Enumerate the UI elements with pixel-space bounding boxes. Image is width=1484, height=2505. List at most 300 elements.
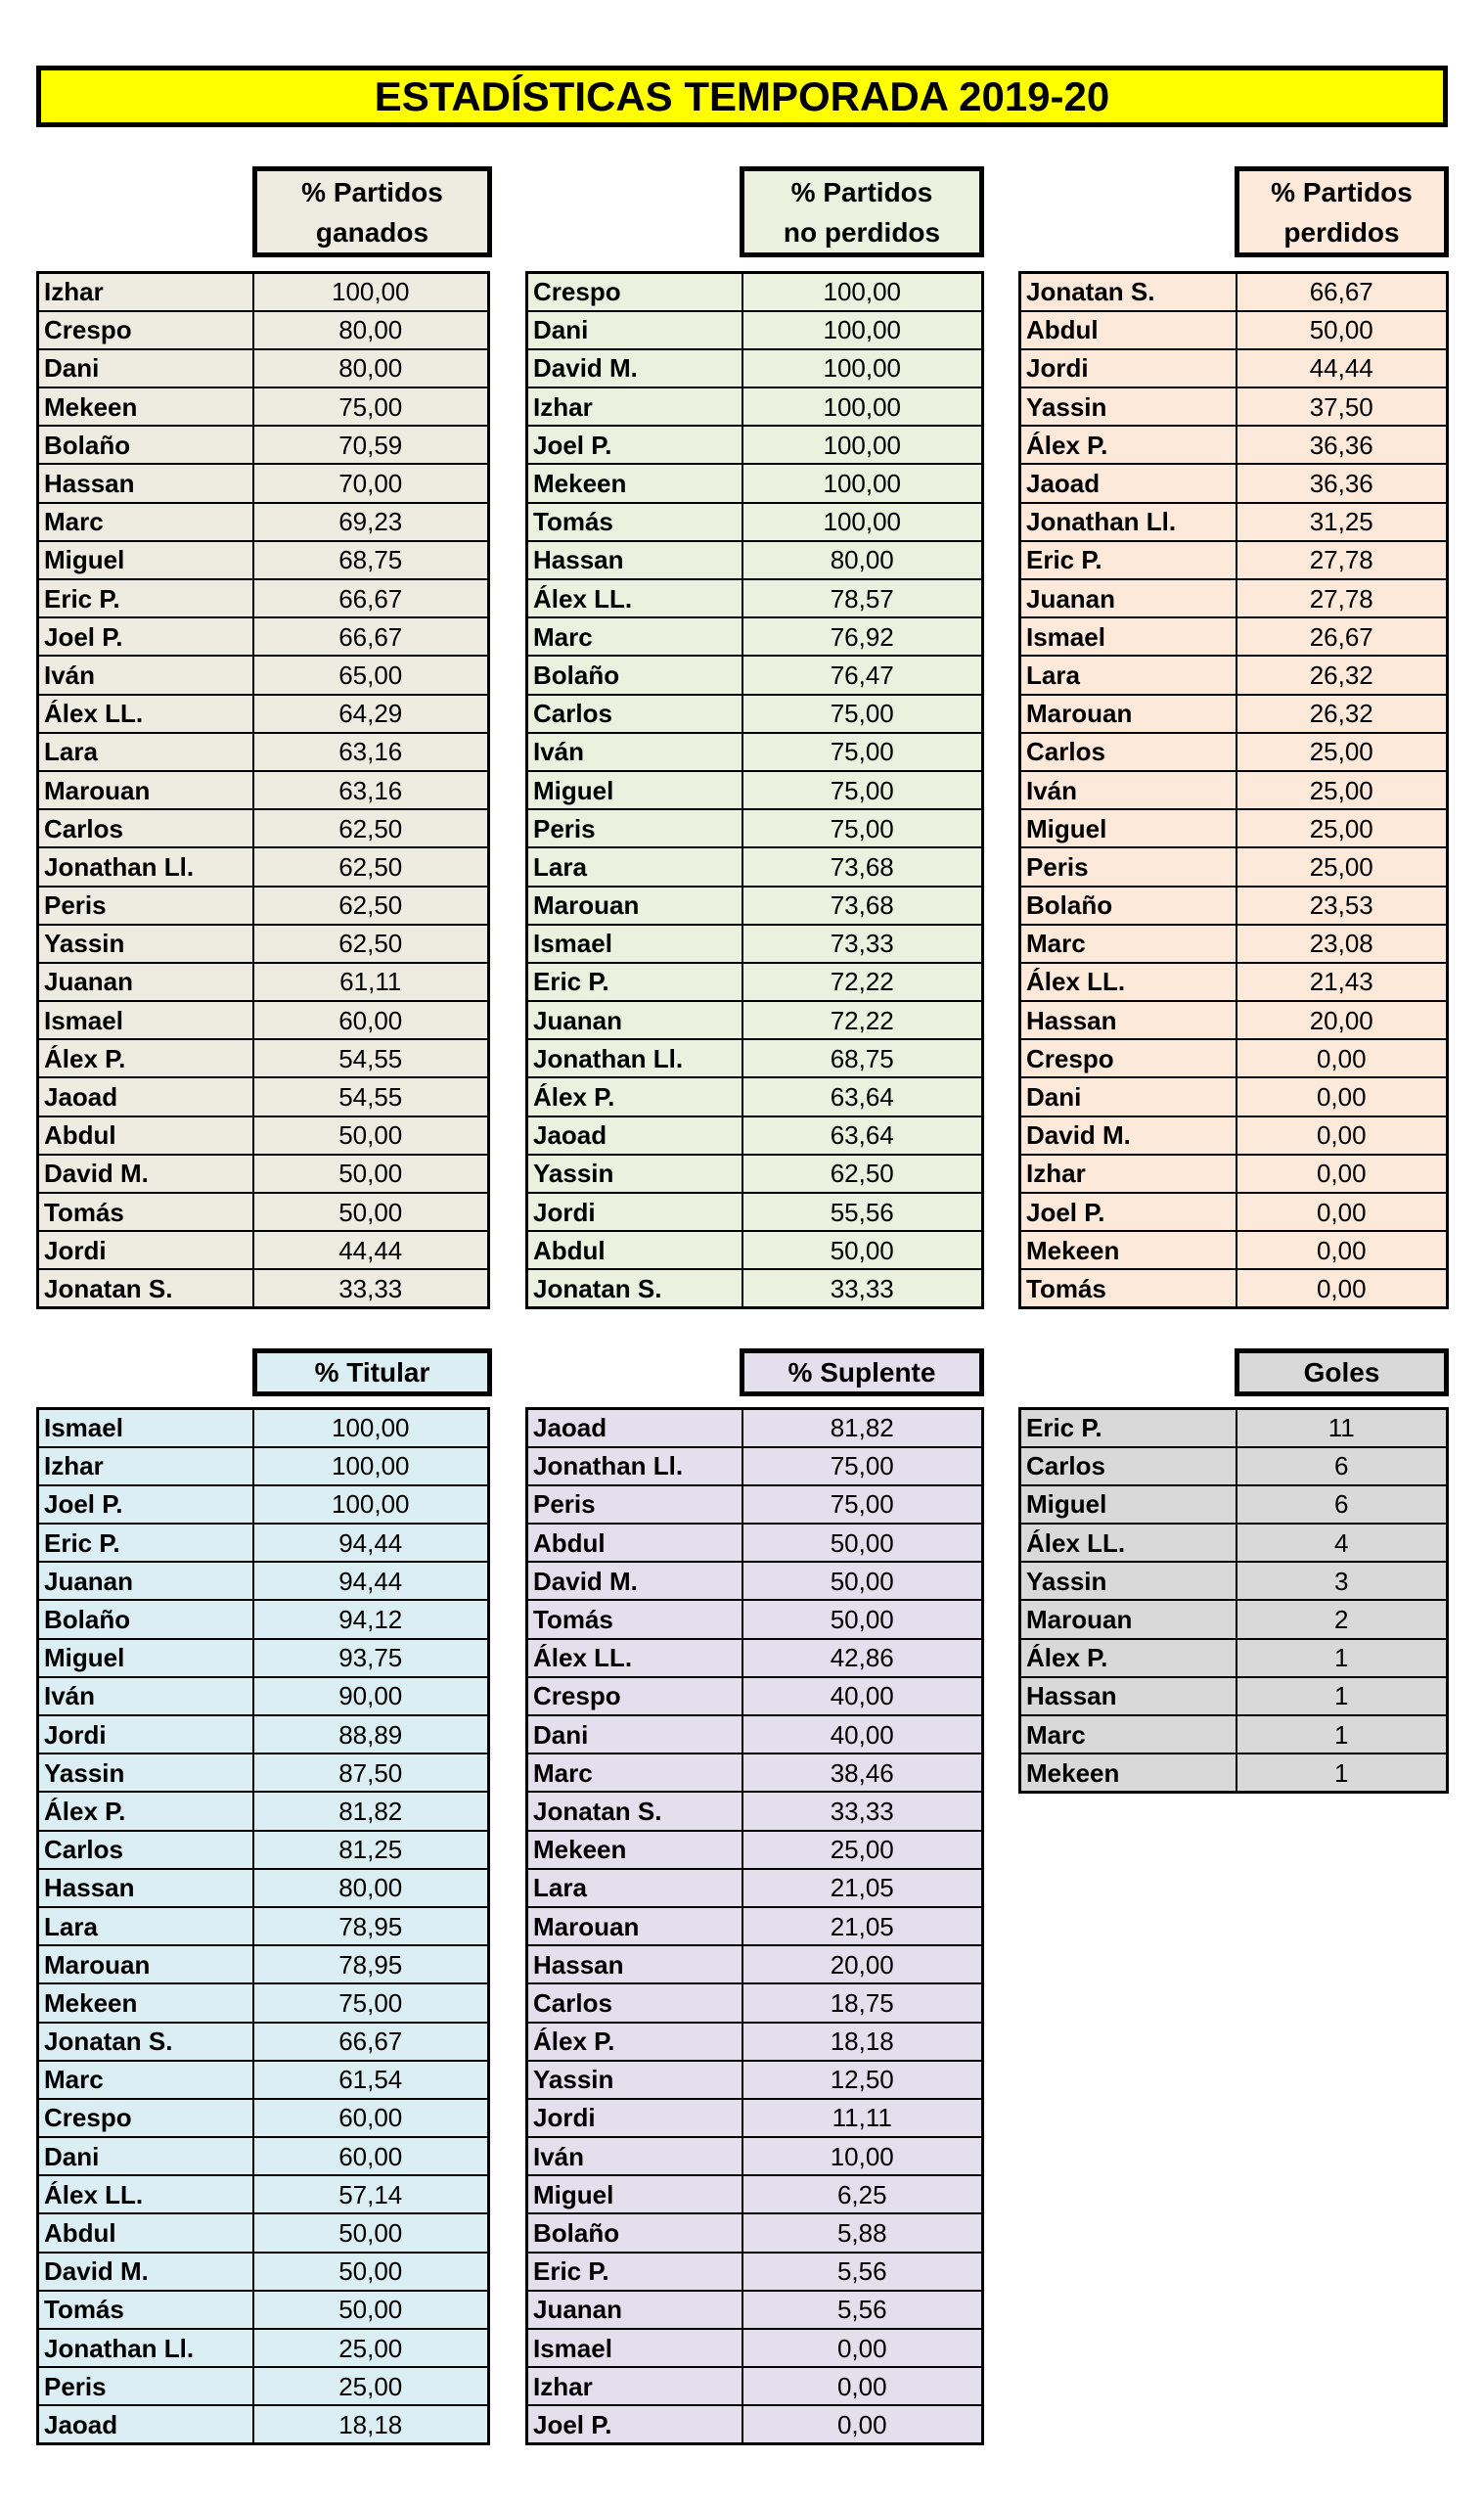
player-name: Juanan	[527, 2291, 742, 2329]
player-name: Juanan	[1020, 579, 1237, 617]
player-name: Jonatan S.	[527, 1792, 742, 1830]
stat-value: 1	[1237, 1677, 1448, 1715]
table-perdidos	[1018, 271, 1449, 1309]
header-titular: % Titular	[252, 1348, 492, 1396]
table-row	[38, 1869, 489, 1907]
table-row	[38, 2405, 489, 2443]
stat-value: 93,75	[253, 1639, 489, 1677]
player-name: Peris	[38, 2367, 253, 2405]
stat-value: 78,95	[253, 1907, 489, 1945]
table-row	[38, 617, 489, 656]
table-row	[38, 273, 489, 311]
table-row	[527, 273, 983, 311]
table-row	[1020, 579, 1448, 617]
stat-value: 75,00	[742, 1485, 983, 1524]
stat-value: 50,00	[253, 1155, 489, 1193]
player-name: Izhar	[527, 2367, 742, 2405]
player-name: Jonathan Ll.	[527, 1447, 742, 1485]
stat-value: 25,00	[1237, 733, 1448, 771]
player-name: Marc	[527, 1754, 742, 1792]
table-row	[38, 1447, 489, 1485]
player-name: Álex P.	[38, 1792, 253, 1830]
table-row	[527, 1600, 983, 1638]
stat-value: 60,00	[253, 2099, 489, 2137]
stat-value: 1	[1237, 1639, 1448, 1677]
player-name: Bolaño	[527, 656, 742, 694]
stat-value: 44,44	[1237, 349, 1448, 387]
player-name: Carlos	[1020, 733, 1237, 771]
stat-value: 21,05	[742, 1869, 983, 1907]
player-name: Álex LL.	[527, 1639, 742, 1677]
player-name: Hassan	[1020, 1001, 1237, 1039]
table-row	[527, 1907, 983, 1945]
player-name: Izhar	[38, 273, 253, 311]
stat-value: 37,50	[1237, 387, 1448, 426]
player-name: Joel P.	[38, 1485, 253, 1524]
table-row	[38, 925, 489, 963]
player-name: Mekeen	[1020, 1754, 1237, 1792]
table-row	[38, 1983, 489, 2022]
table-row	[527, 1945, 983, 1983]
player-name: Izhar	[527, 387, 742, 426]
player-name: Jaoad	[38, 2405, 253, 2443]
player-name: Izhar	[38, 1447, 253, 1485]
stat-value: 66,67	[253, 579, 489, 617]
stat-value: 0,00	[742, 2367, 983, 2405]
player-name: Carlos	[527, 695, 742, 733]
table-row	[527, 656, 983, 694]
table-row	[38, 1562, 489, 1600]
table-row	[38, 1677, 489, 1715]
table-row	[38, 2175, 489, 2213]
player-name: Álex LL.	[1020, 963, 1237, 1001]
player-name: Yassin	[527, 1155, 742, 1193]
table-row	[527, 2061, 983, 2099]
player-name: Jaoad	[38, 1077, 253, 1116]
table-row	[527, 1269, 983, 1307]
player-name: Jordi	[527, 2099, 742, 2137]
player-name: Yassin	[1020, 387, 1237, 426]
table-row	[1020, 617, 1448, 656]
table-row	[1020, 1116, 1448, 1155]
table-row	[1020, 464, 1448, 502]
header-goles: Goles	[1235, 1348, 1449, 1396]
stat-value: 6,25	[742, 2175, 983, 2213]
player-name: Crespo	[1020, 1039, 1237, 1077]
table-row	[1020, 1231, 1448, 1269]
stat-value: 66,67	[1237, 273, 1448, 311]
player-name: Jonatan S.	[38, 2023, 253, 2061]
table-row	[38, 464, 489, 502]
stat-value: 0,00	[1237, 1193, 1448, 1231]
table-row	[38, 1231, 489, 1269]
table-row	[38, 2213, 489, 2252]
table-row	[38, 541, 489, 579]
player-name: Bolaño	[527, 2213, 742, 2252]
stat-value: 62,50	[742, 1155, 983, 1193]
table-row	[1020, 809, 1448, 847]
player-name: Juanan	[38, 1562, 253, 1600]
table-row	[527, 2367, 983, 2405]
player-name: Jonathan Ll.	[38, 2329, 253, 2367]
table-row	[38, 1001, 489, 1039]
player-name: Yassin	[38, 925, 253, 963]
player-name: Ismael	[1020, 617, 1237, 656]
stat-value: 70,00	[253, 464, 489, 502]
stat-value: 70,59	[253, 426, 489, 464]
table-row	[527, 1193, 983, 1231]
table-row	[38, 2137, 489, 2175]
player-name: Abdul	[38, 2213, 253, 2252]
table-row	[527, 695, 983, 733]
player-name: Bolaño	[38, 426, 253, 464]
table-goles	[1018, 1407, 1449, 1794]
stat-value: 0,00	[1237, 1231, 1448, 1269]
player-name: Miguel	[527, 2175, 742, 2213]
player-name: Eric P.	[38, 1524, 253, 1562]
player-name: Abdul	[1020, 311, 1237, 349]
stat-value: 23,08	[1237, 925, 1448, 963]
player-name: Marouan	[38, 771, 253, 809]
table-row	[527, 1754, 983, 1792]
table-row	[527, 2329, 983, 2367]
stat-value: 18,18	[742, 2023, 983, 2061]
stat-value: 80,00	[253, 311, 489, 349]
table-row	[527, 387, 983, 426]
table-row	[527, 887, 983, 925]
table-row	[38, 579, 489, 617]
table-row	[527, 963, 983, 1001]
player-name: Jaoad	[527, 1409, 742, 1447]
player-name: Tomás	[527, 503, 742, 541]
player-name: Lara	[527, 1869, 742, 1907]
player-name: Iván	[38, 1677, 253, 1715]
stat-value: 33,33	[742, 1792, 983, 1830]
stat-value: 81,82	[253, 1792, 489, 1830]
stat-value: 68,75	[742, 1039, 983, 1077]
stat-value: 62,50	[253, 925, 489, 963]
table-row	[527, 925, 983, 963]
table-row	[1020, 349, 1448, 387]
table-row	[527, 1983, 983, 2022]
player-name: Miguel	[1020, 809, 1237, 847]
player-name: Hassan	[38, 464, 253, 502]
player-name: Jordi	[1020, 349, 1237, 387]
player-name: Yassin	[1020, 1562, 1237, 1600]
table-row	[1020, 733, 1448, 771]
table-row	[1020, 1639, 1448, 1677]
stat-value: 75,00	[253, 1983, 489, 2022]
player-name: Izhar	[1020, 1155, 1237, 1193]
player-name: Álex P.	[527, 2023, 742, 2061]
stat-value: 100,00	[253, 273, 489, 311]
table-row	[527, 1077, 983, 1116]
stat-value: 26,32	[1237, 695, 1448, 733]
player-name: Jonatan S.	[527, 1269, 742, 1307]
stat-value: 21,43	[1237, 963, 1448, 1001]
table-row	[38, 2061, 489, 2099]
stat-value: 25,00	[1237, 809, 1448, 847]
table-no-perdidos	[525, 271, 984, 1309]
player-name: Tomás	[38, 1193, 253, 1231]
table-row	[1020, 1001, 1448, 1039]
player-name: Yassin	[38, 1754, 253, 1792]
stat-value: 5,56	[742, 2253, 983, 2291]
player-name: Tomás	[1020, 1269, 1237, 1307]
stat-value: 50,00	[253, 1193, 489, 1231]
stat-value: 40,00	[742, 1715, 983, 1754]
table-row	[527, 1231, 983, 1269]
player-name: Peris	[1020, 847, 1237, 886]
player-name: Ismael	[527, 2329, 742, 2367]
player-name: Marc	[38, 503, 253, 541]
table-row	[1020, 1600, 1448, 1638]
stat-value: 2	[1237, 1600, 1448, 1638]
stat-value: 81,82	[742, 1409, 983, 1447]
stat-value: 50,00	[742, 1600, 983, 1638]
stat-value: 80,00	[253, 349, 489, 387]
header-ganados: % Partidos ganados	[252, 166, 492, 257]
table-row	[38, 2023, 489, 2061]
stat-value: 25,00	[1237, 847, 1448, 886]
stat-value: 60,00	[253, 1001, 489, 1039]
table-row	[38, 809, 489, 847]
stat-value: 76,92	[742, 617, 983, 656]
stat-value: 94,44	[253, 1524, 489, 1562]
player-name: Marc	[1020, 925, 1237, 963]
table-row	[527, 2213, 983, 2252]
stat-value: 62,50	[253, 887, 489, 925]
player-name: Mekeen	[38, 387, 253, 426]
stat-value: 50,00	[742, 1524, 983, 1562]
table-row	[38, 1077, 489, 1116]
player-name: Miguel	[38, 541, 253, 579]
stat-value: 44,44	[253, 1231, 489, 1269]
player-name: Marouan	[527, 1907, 742, 1945]
stat-value: 75,00	[742, 771, 983, 809]
player-name: Crespo	[38, 311, 253, 349]
header-no-perdidos: % Partidos no perdidos	[740, 166, 984, 257]
table-row	[527, 349, 983, 387]
table-row	[38, 1116, 489, 1155]
stat-value: 12,50	[742, 2061, 983, 2099]
table-row	[527, 2175, 983, 2213]
stat-value: 64,29	[253, 695, 489, 733]
table-row	[527, 464, 983, 502]
player-name: Carlos	[527, 1983, 742, 2022]
player-name: Marouan	[527, 887, 742, 925]
stat-value: 60,00	[253, 2137, 489, 2175]
table-row	[1020, 1193, 1448, 1231]
player-name: Joel P.	[1020, 1193, 1237, 1231]
player-name: Eric P.	[1020, 541, 1237, 579]
player-name: Peris	[527, 1485, 742, 1524]
stat-value: 55,56	[742, 1193, 983, 1231]
table-row	[527, 2405, 983, 2443]
player-name: Joel P.	[38, 617, 253, 656]
stat-value: 81,25	[253, 1831, 489, 1869]
stat-value: 36,36	[1237, 464, 1448, 502]
table-row	[1020, 426, 1448, 464]
player-name: Iván	[38, 656, 253, 694]
stat-value: 33,33	[253, 1269, 489, 1307]
player-name: Hassan	[527, 1945, 742, 1983]
table-row	[1020, 695, 1448, 733]
player-name: Iván	[527, 2137, 742, 2175]
table-row	[527, 426, 983, 464]
table-row	[527, 771, 983, 809]
table-row	[527, 847, 983, 886]
table-suplente	[525, 1407, 984, 2445]
stat-value: 26,67	[1237, 617, 1448, 656]
player-name: Bolaño	[38, 1600, 253, 1638]
table-row	[527, 1677, 983, 1715]
stat-value: 75,00	[742, 695, 983, 733]
table-row	[527, 2253, 983, 2291]
table-row	[527, 579, 983, 617]
player-name: Álex LL.	[1020, 1524, 1237, 1562]
header-perdidos: % Partidos perdidos	[1235, 166, 1449, 257]
stat-value: 50,00	[253, 2213, 489, 2252]
stat-value: 72,22	[742, 963, 983, 1001]
player-name: Jonatan S.	[38, 1269, 253, 1307]
player-name: Carlos	[1020, 1447, 1237, 1485]
stat-value: 50,00	[253, 1116, 489, 1155]
table-row	[38, 311, 489, 349]
table-row	[527, 1562, 983, 1600]
stat-value: 18,75	[742, 1983, 983, 2022]
player-name: Marc	[38, 2061, 253, 2099]
stat-value: 63,64	[742, 1077, 983, 1116]
stat-value: 3	[1237, 1562, 1448, 1600]
stat-value: 27,78	[1237, 579, 1448, 617]
player-name: Abdul	[38, 1116, 253, 1155]
table-row	[1020, 311, 1448, 349]
table-row	[527, 1155, 983, 1193]
table-row	[38, 695, 489, 733]
table-row	[38, 1409, 489, 1447]
table-row	[527, 1039, 983, 1077]
player-name: Bolaño	[1020, 887, 1237, 925]
player-name: Eric P.	[1020, 1409, 1237, 1447]
player-name: Álex P.	[1020, 1639, 1237, 1677]
stat-value: 50,00	[253, 2291, 489, 2329]
table-row	[38, 2291, 489, 2329]
stat-value: 0,00	[1237, 1269, 1448, 1307]
player-name: Mekeen	[38, 1983, 253, 2022]
table-row	[38, 847, 489, 886]
table-row	[38, 1485, 489, 1524]
player-name: Carlos	[38, 1831, 253, 1869]
player-name: Dani	[38, 2137, 253, 2175]
player-name: David M.	[527, 349, 742, 387]
stat-value: 66,67	[253, 2023, 489, 2061]
table-row	[1020, 963, 1448, 1001]
stat-value: 75,00	[742, 809, 983, 847]
stat-value: 100,00	[742, 426, 983, 464]
player-name: Dani	[527, 1715, 742, 1754]
stat-value: 18,18	[253, 2405, 489, 2443]
player-name: Jaoad	[527, 1116, 742, 1155]
table-row	[38, 733, 489, 771]
stat-value: 0,00	[1237, 1116, 1448, 1155]
player-name: Mekeen	[1020, 1231, 1237, 1269]
table-row	[38, 1907, 489, 1945]
table-titular	[36, 1407, 490, 2445]
player-name: Crespo	[527, 1677, 742, 1715]
table-row	[38, 1039, 489, 1077]
player-name: Peris	[527, 809, 742, 847]
table-row	[38, 1754, 489, 1792]
player-name: Ismael	[38, 1409, 253, 1447]
stat-value: 94,12	[253, 1600, 489, 1638]
stat-value: 10,00	[742, 2137, 983, 2175]
player-name: Lara	[38, 733, 253, 771]
stat-value: 73,68	[742, 887, 983, 925]
player-name: Juanan	[527, 1001, 742, 1039]
table-row	[527, 2137, 983, 2175]
player-name: Mekeen	[527, 464, 742, 502]
player-name: Jaoad	[1020, 464, 1237, 502]
stat-value: 25,00	[742, 1831, 983, 1869]
player-name: Álex LL.	[38, 695, 253, 733]
player-name: Álex P.	[38, 1039, 253, 1077]
player-name: Lara	[527, 847, 742, 886]
table-row	[1020, 925, 1448, 963]
player-name: Dani	[38, 349, 253, 387]
stat-value: 62,50	[253, 809, 489, 847]
player-name: Álex P.	[527, 1077, 742, 1116]
table-row	[1020, 847, 1448, 886]
stat-value: 0,00	[1237, 1077, 1448, 1116]
stat-value: 20,00	[742, 1945, 983, 1983]
stat-value: 100,00	[742, 311, 983, 349]
player-name: Miguel	[38, 1639, 253, 1677]
table-row	[38, 2367, 489, 2405]
table-row	[1020, 1039, 1448, 1077]
stat-value: 50,00	[1237, 311, 1448, 349]
stat-value: 75,00	[742, 1447, 983, 1485]
table-row	[1020, 1155, 1448, 1193]
stat-value: 5,56	[742, 2291, 983, 2329]
table-row	[38, 1269, 489, 1307]
player-name: Abdul	[527, 1524, 742, 1562]
stat-value: 100,00	[253, 1447, 489, 1485]
player-name: Ismael	[527, 925, 742, 963]
table-row	[38, 2329, 489, 2367]
stat-value: 63,64	[742, 1116, 983, 1155]
stat-value: 100,00	[742, 387, 983, 426]
table-row	[38, 1155, 489, 1193]
stat-value: 31,25	[1237, 503, 1448, 541]
table-row	[38, 1831, 489, 1869]
player-name: Jonatan S.	[1020, 273, 1237, 311]
stat-value: 50,00	[253, 2253, 489, 2291]
stat-value: 61,11	[253, 963, 489, 1001]
table-row	[1020, 541, 1448, 579]
table-row	[38, 503, 489, 541]
player-name: Jordi	[527, 1193, 742, 1231]
table-row	[527, 1116, 983, 1155]
table-row	[1020, 1485, 1448, 1524]
stat-value: 66,67	[253, 617, 489, 656]
stat-value: 100,00	[742, 464, 983, 502]
table-row	[527, 1447, 983, 1485]
player-name: Jordi	[38, 1231, 253, 1269]
player-name: Hassan	[527, 541, 742, 579]
stat-value: 75,00	[742, 733, 983, 771]
stat-value: 0,00	[1237, 1155, 1448, 1193]
